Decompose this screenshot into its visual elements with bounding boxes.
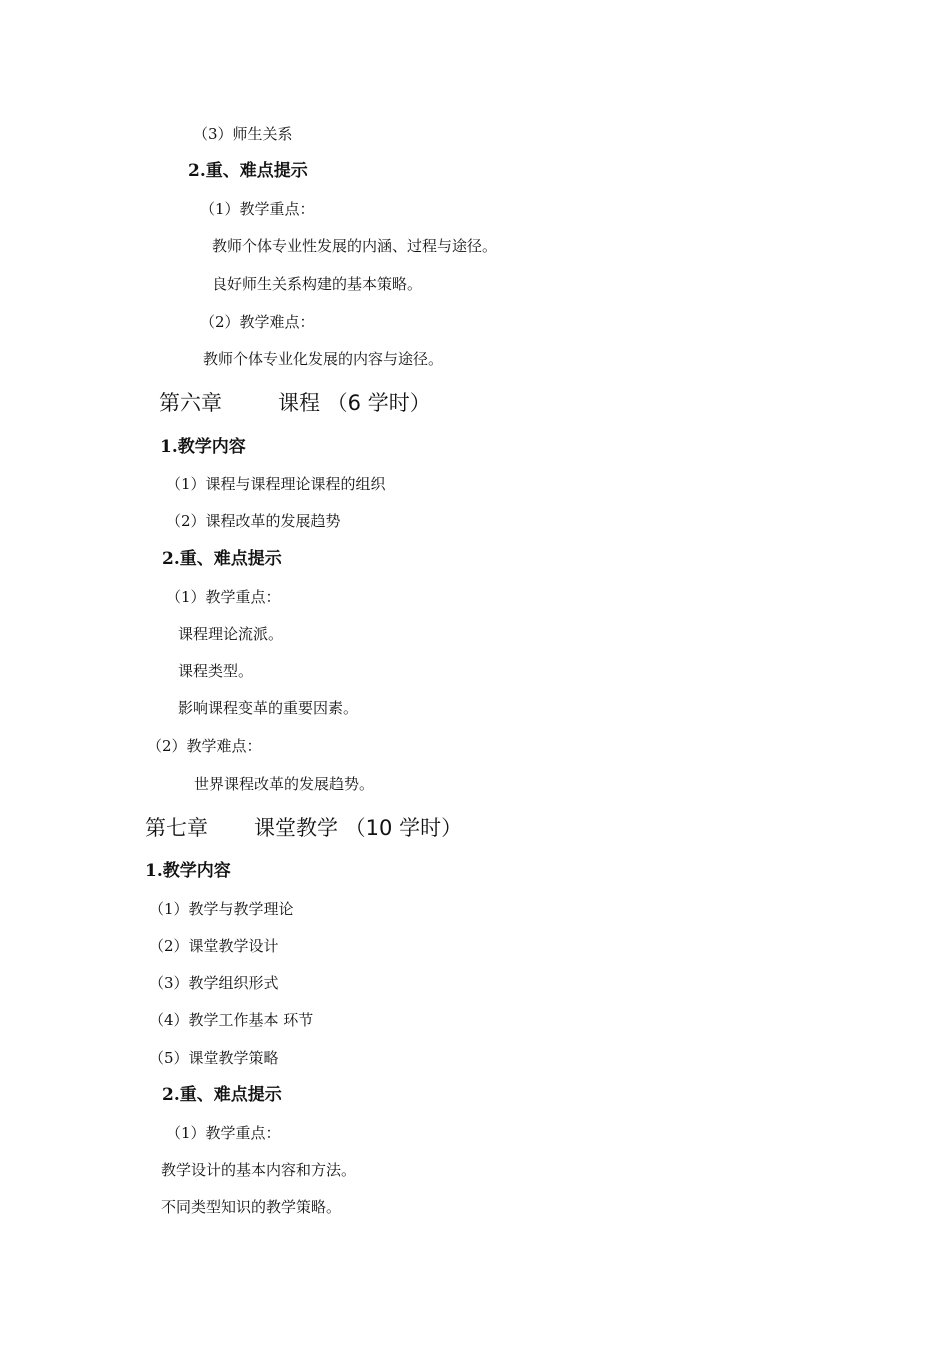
list-item: （2）课程改革的发展趋势 [166, 512, 341, 530]
key-point: 良好师生关系构建的基本策略。 [212, 275, 423, 293]
key-points-heading: 2.重、难点提示 [188, 161, 308, 181]
key-point: 教学设计的基本内容和方法。 [161, 1161, 357, 1179]
chapter-heading [145, 814, 462, 842]
key-point: 影响课程变革的重要因素。 [178, 699, 359, 717]
chapter-heading [159, 389, 431, 417]
key-point: 课程类型。 [178, 662, 254, 680]
key-points-label: （1）教学重点： [166, 588, 281, 606]
list-item: （1）教学与教学理论 [149, 900, 294, 918]
key-point: 课程理论流派。 [178, 625, 284, 643]
list-item: （1）课程与课程理论课程的组织 [166, 475, 386, 493]
list-item: （4）教学工作基本 环节 [149, 1011, 314, 1029]
key-points-label: （1）教学重点： [166, 1124, 281, 1142]
chapter-number: 第七章 [145, 816, 208, 840]
list-item: （3）师生关系 [193, 125, 293, 143]
key-points-label: （1）教学重点： [200, 200, 315, 218]
list-item: （5）课堂教学策略 [149, 1049, 279, 1067]
content-heading: 1.教学内容 [160, 437, 246, 457]
key-points-heading: 2.重、难点提示 [162, 549, 282, 569]
chapter-title: 课堂教学 （10 学时） [254, 816, 463, 840]
difficulty-label: （2）教学难点： [200, 313, 315, 331]
difficulty-point: 教师个体专业化发展的内容与途径。 [203, 350, 444, 368]
difficulty-label: （2）教学难点： [147, 737, 262, 755]
content-heading: 1.教学内容 [145, 861, 231, 881]
chapter-number: 第六章 [159, 391, 222, 415]
key-point: 教师个体专业性发展的内涵、过程与途径。 [212, 237, 498, 255]
chapter-title: 课程 （6 学时） [278, 391, 431, 415]
difficulty-point: 世界课程改革的发展趋势。 [194, 775, 375, 793]
key-point: 不同类型知识的教学策略。 [161, 1198, 342, 1216]
key-points-heading: 2.重、难点提示 [162, 1085, 282, 1105]
list-item: （3）教学组织形式 [149, 974, 279, 992]
list-item: （2）课堂教学设计 [149, 937, 279, 955]
